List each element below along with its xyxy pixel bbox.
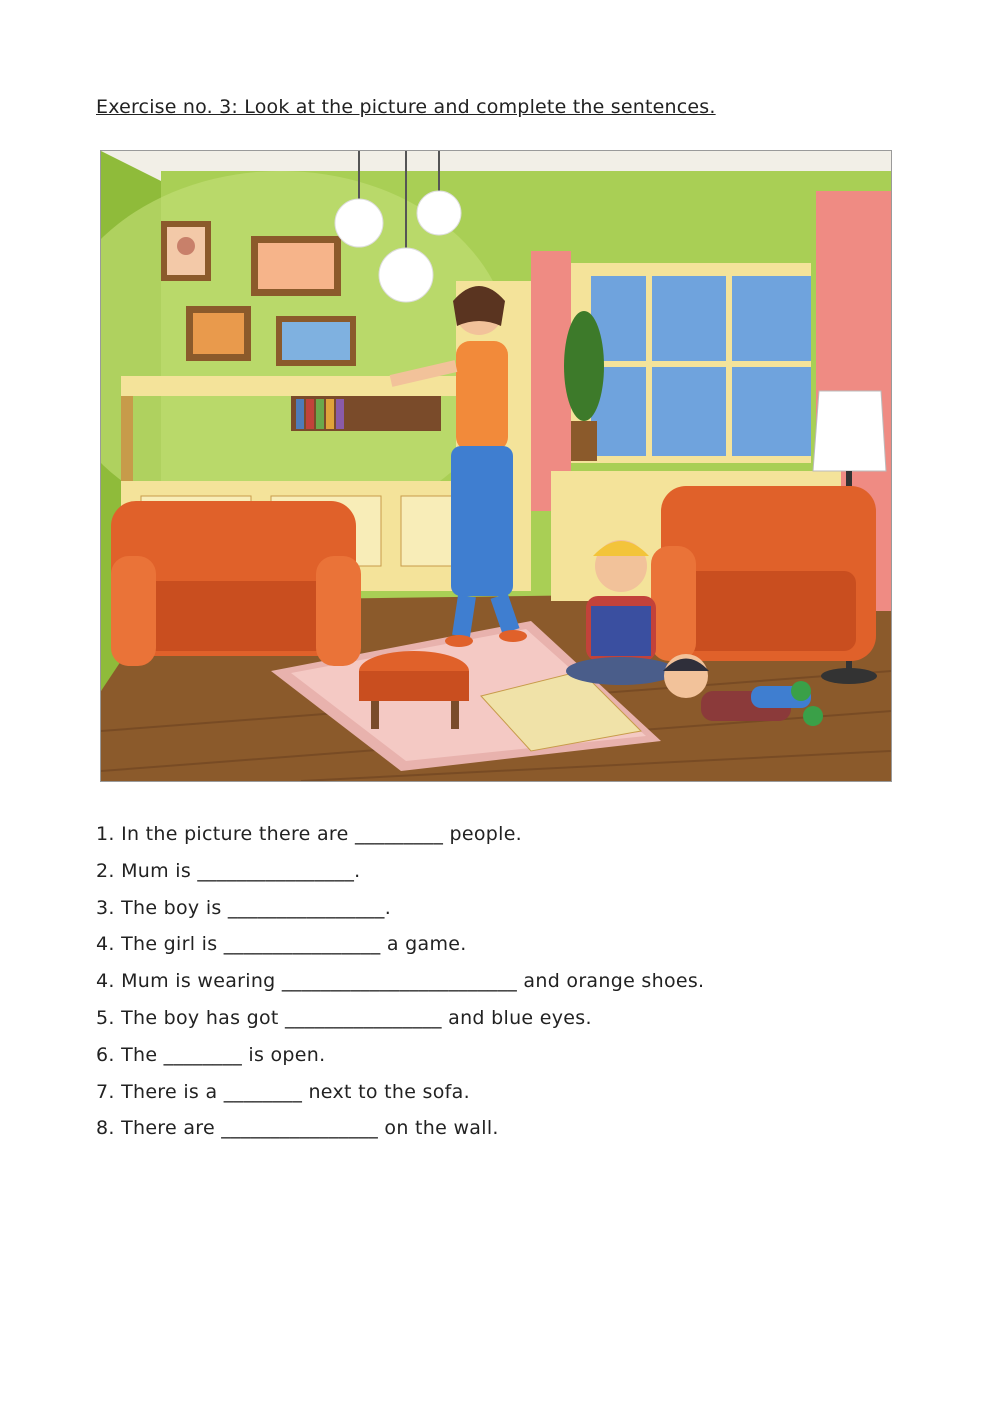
sentence-7: 6. The ________ is open. [96,1043,326,1066]
right-armchair [651,486,876,661]
living-room-illustration [100,150,892,782]
exercise-title: Exercise no. 3: Look at the picture and complete the sentences. [96,96,716,118]
sentence-9: 8. There are ________________ on the wall. [96,1117,499,1140]
sentence-5: 4. Mum is wearing ________________________ and orange shoes. [96,970,705,993]
sentence-list [96,820,704,1151]
sentence-8: 7. There is a ________ next to the sofa. [96,1080,470,1103]
sentence-4: 4. The girl is ________________ a game. [96,933,467,956]
sentence-6: 5. The boy has got ________________ and blue eyes. [96,1006,592,1029]
sentence-3: 3. The boy is ________________. [96,896,392,919]
sentence-1: 1. In the picture there are _________ people. [96,823,523,845]
left-armchair [111,501,361,666]
sentence-2: 2. Mum is ________________. [96,859,361,882]
